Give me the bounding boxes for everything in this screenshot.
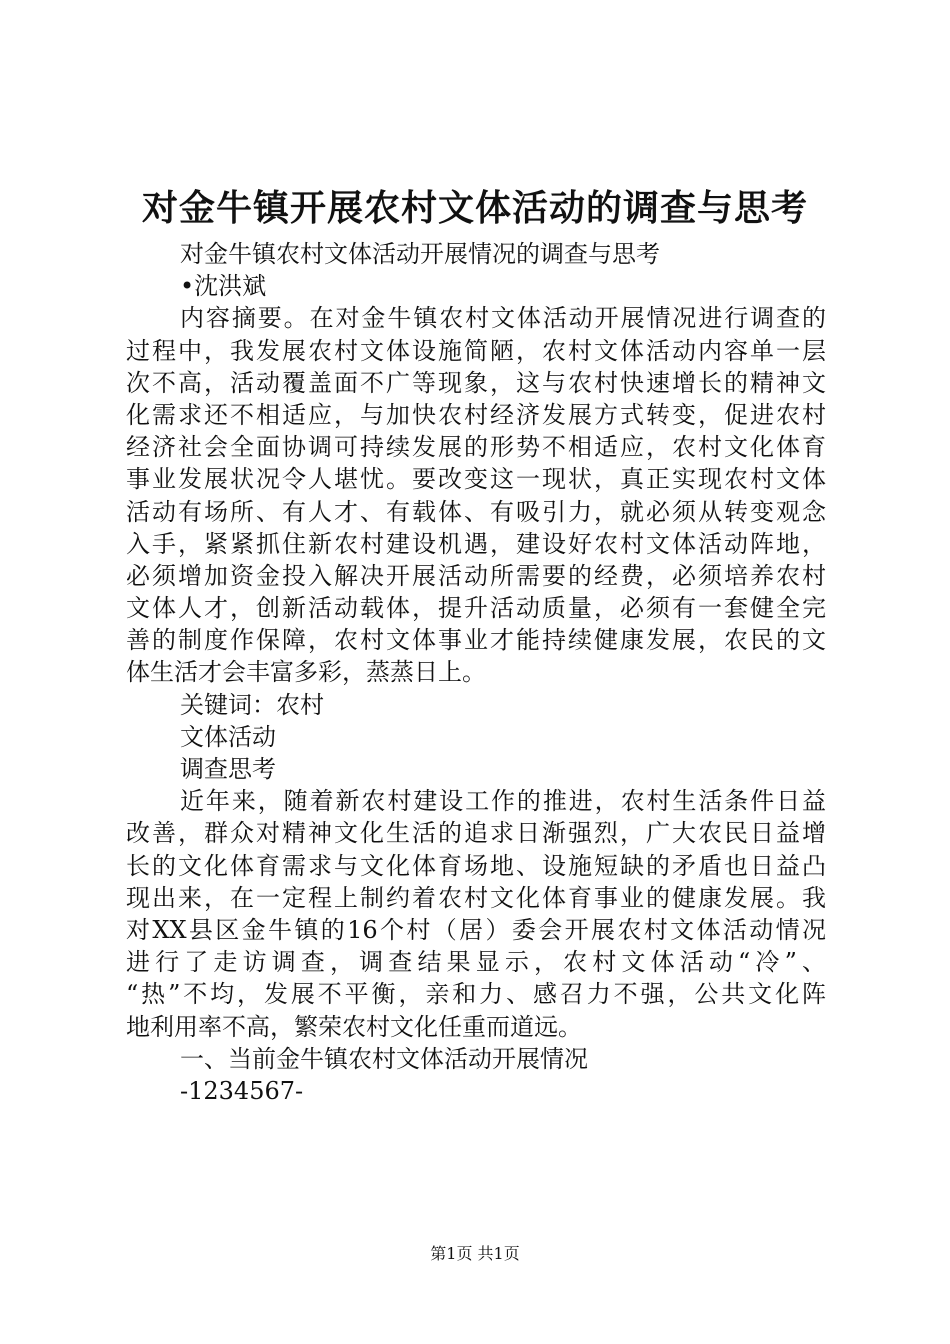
keywords-label: 关键词：农村 [180, 690, 324, 719]
author-line: •沈洪斌 [180, 272, 267, 301]
intro-line: “热”不均，发展不平衡，亲和力、感召力不强，公共文化阵 [126, 980, 826, 1009]
abstract-line: 内容摘要。在对金牛镇农村文体活动开展情况进行调查的 [180, 304, 826, 333]
abstract-line: 次不高，活动覆盖面不广等现象，这与农村快速增长的精神文 [126, 368, 826, 397]
intro-line: 地利用率不高，繁荣农村文化任重而道远。 [126, 1012, 582, 1041]
intro-paragraph [126, 785, 826, 1043]
keyword: 文体活动 [180, 722, 276, 751]
intro-line: 近年来，随着新农村建设工作的推进，农村生活条件日益 [180, 787, 826, 816]
abstract-paragraph [126, 302, 826, 688]
abstract-line: 事业发展状况令人堪忧。要改变这一现状，真正实现农村文体 [126, 465, 826, 494]
abstract-line: 活动有场所、有人才、有载体、有吸引力，就必须从转变观念 [126, 497, 826, 526]
abstract-line: 体生活才会丰富多彩，蒸蒸日上。 [126, 658, 486, 687]
abstract-line: 经济社会全面协调可持续发展的形势不相适应，农村文化体育 [126, 433, 826, 462]
abstract-line: 过程中，我发展农村文体设施简陋，农村文体活动内容单一层 [126, 336, 826, 365]
document-body [126, 238, 826, 1107]
intro-line: 改善，群众对精神文化生活的追求日渐强烈，广大农民日益增 [126, 819, 826, 848]
intro-line: 长的文化体育需求与文化体育场地、设施短缺的矛盾也日益凸 [126, 851, 826, 880]
intro-line: 现出来，在一定程上制约着农村文化体育事业的健康发展。我 [126, 883, 826, 912]
intro-line: 对XX县区金牛镇的16个村（居）委会开展农村文体活动情况 [126, 915, 826, 944]
page-footer: 第1页 共1页 [430, 1244, 520, 1263]
abstract-line: 入手，紧紧抓住新农村建设机遇，建设好农村文体活动阵地， [126, 529, 826, 558]
intro-line: 进行了走访调查，调查结果显示，农村文体活动“冷”、 [126, 948, 826, 977]
subtitle: 对金牛镇农村文体活动开展情况的调查与思考 [180, 240, 660, 268]
page-marker: -1234567- [180, 1076, 304, 1105]
keyword: 调查思考 [180, 755, 276, 783]
abstract-line: 善的制度作保障，农村文体事业才能持续健康发展，农民的文 [126, 626, 826, 655]
section-heading: 一、当前金牛镇农村文体活动开展情况 [180, 1044, 588, 1073]
document-title: 对金牛镇开展农村文体活动的调查与思考 [141, 187, 808, 229]
abstract-line: 文体人才，创新活动载体，提升活动质量，必须有一套健全完 [126, 594, 826, 623]
abstract-line: 必须增加资金投入解决开展活动所需要的经费，必须培养农村 [126, 561, 826, 590]
abstract-line: 化需求还不相适应，与加快农村经济发展方式转变，促进农村 [126, 400, 826, 429]
